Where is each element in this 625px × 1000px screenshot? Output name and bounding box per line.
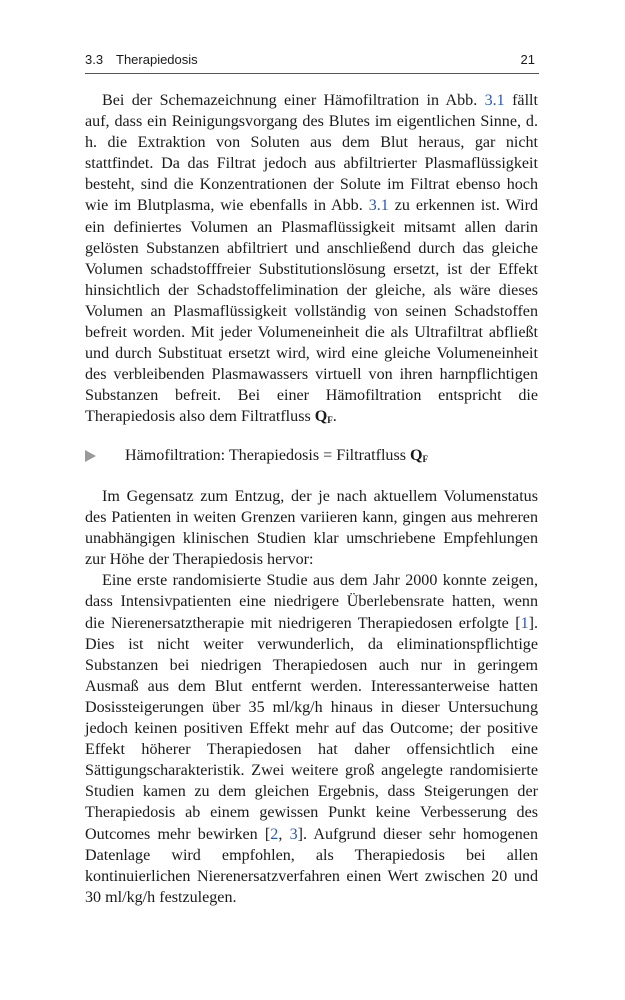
figure-ref-3-1-second[interactable]: 3.1 — [368, 197, 389, 215]
section-title: Therapiedosis — [116, 52, 198, 67]
filtrate-flow-symbol — [315, 408, 333, 425]
callout-label: Hämofiltration: Therapiedosis = Filtratfluss — [125, 447, 411, 464]
callout-filtrate-flow-symbol — [410, 447, 428, 464]
paragraph-3 — [85, 570, 538, 908]
page-number: 21 — [520, 52, 535, 67]
citation-ref-2[interactable]: 2 — [270, 825, 279, 843]
header-rule — [85, 73, 539, 74]
paragraph-1-text-b: fällt auf, dass ein Reinigungsvorgang des Blutes im eigentlichen Sinne, d. h. die Extraktion von Soluten aus dem Blut heraus, gar nicht stattfindet. Da das Filtrat jedoch aus abfiltrierter Plasmaflüssigkeit besteht, sind die Konzentrationen der Solute im Filtrat ebenso hoch wie im Blutplasma, wie ebenfalls in Abb. — [85, 92, 538, 215]
paragraph-1-text-end: . — [332, 408, 337, 426]
q-letter: Q — [314, 408, 328, 426]
paragraph-2: Im Gegensatz zum Entzug, der je nach aktuellem Volumenstatus des Patienten in weiten Grenzen variieren kann, gingen aus mehreren unabhängigen klinischen Studien klar umschriebene Empfehlungen zur Höhe der Therapiedosis hervor: — [85, 488, 538, 569]
running-header — [85, 50, 539, 70]
callout-text — [125, 444, 428, 471]
paragraph-1-text-a: Bei der Schemazeichnung einer Hämofiltration in Abb. — [102, 92, 485, 109]
paragraph-3-text-b: ]. Dies ist nicht weiter verwunderlich, da eliminationspflichtige Substanzen bei niedrigen Therapiedosen auch nur in geringem Ausmaß aus dem Blut entfernt werden. Interessanterweise hatten Dosissteigerungen über 35 ml/kg/h hinaus in dieser Untersuchung jedoch keinen positiven Effekt mehr auf das Outcome; der positive Effekt höherer Therapiedosen hat daher offensichtlich eine Sättigungscharakteristik. Zwei weitere groß angelegte randomisierte Studien kamen zu dem gleichen Ergebnis, dass Steigerungen der Therapiedosis ab einem gewissen Punkt keine Verbesserung des Outcomes mehr bewirken [ — [85, 614, 538, 843]
paragraph-3-text-c: ]. Aufgrund dieser sehr homogenen Datenlage wird empfohlen, als Therapiedosis bei allen kontinuierlichen Nierenersatzverfahren einen Wert zwischen 20 und 30 ml/kg/h festzulegen. — [85, 825, 538, 906]
key-point-callout — [85, 444, 538, 468]
paragraph-1-text-c: zu erkennen ist. Wird ein definiertes Volumen an Plasmaflüssigkeit mitsamt allen darin gelösten Substanzen abfiltriert und anschließend durch das gleiche Volumen schadstofffreier Substitutionslösung ersetzt, ist der Effekt hinsichtlich der Schadstoffelimination der gleiche, als wäre dieses Volumen an Plasmaflüssigkeit vollständig von seinen Schadstoffen befreit worden. Mit jeder Volumeneinheit die als Ultrafiltrat abfließt und durch Substituat ersetzt wird, wird eine gleiche Volumeneinheit des verbleibenden Plasmawassers virtuell von ihren harnpflichtigen Substanzen befreit. Bei einer Hämofiltration entspricht die Therapiedosis also dem Filtratfluss — [85, 197, 539, 426]
citation-separator: , — [278, 825, 290, 843]
callout-q-subscript: F — [422, 454, 429, 464]
figure-ref-3-1[interactable]: 3.1 — [484, 92, 505, 109]
body-text-top — [85, 90, 538, 432]
citation-ref-3[interactable]: 3 — [289, 825, 298, 843]
citation-ref-1[interactable]: 1 — [520, 614, 529, 632]
section-number: 3.3 — [85, 52, 104, 67]
triangle-marker-icon — [85, 450, 96, 462]
body-text-bottom — [85, 486, 538, 908]
paragraph-3-text-a: Eine erste randomisierte Studie aus dem Jahr 2000 konnte zeigen, dass Intensivpatienten eine niedrigere Überlebensrate hatten, wenn die Nierenersatztherapie mit niedrigeren Therapiedosen erfolgte [ — [85, 572, 538, 632]
q-subscript: F — [327, 415, 333, 426]
callout-q-letter: Q — [410, 447, 423, 464]
paragraph-1 — [85, 90, 538, 432]
